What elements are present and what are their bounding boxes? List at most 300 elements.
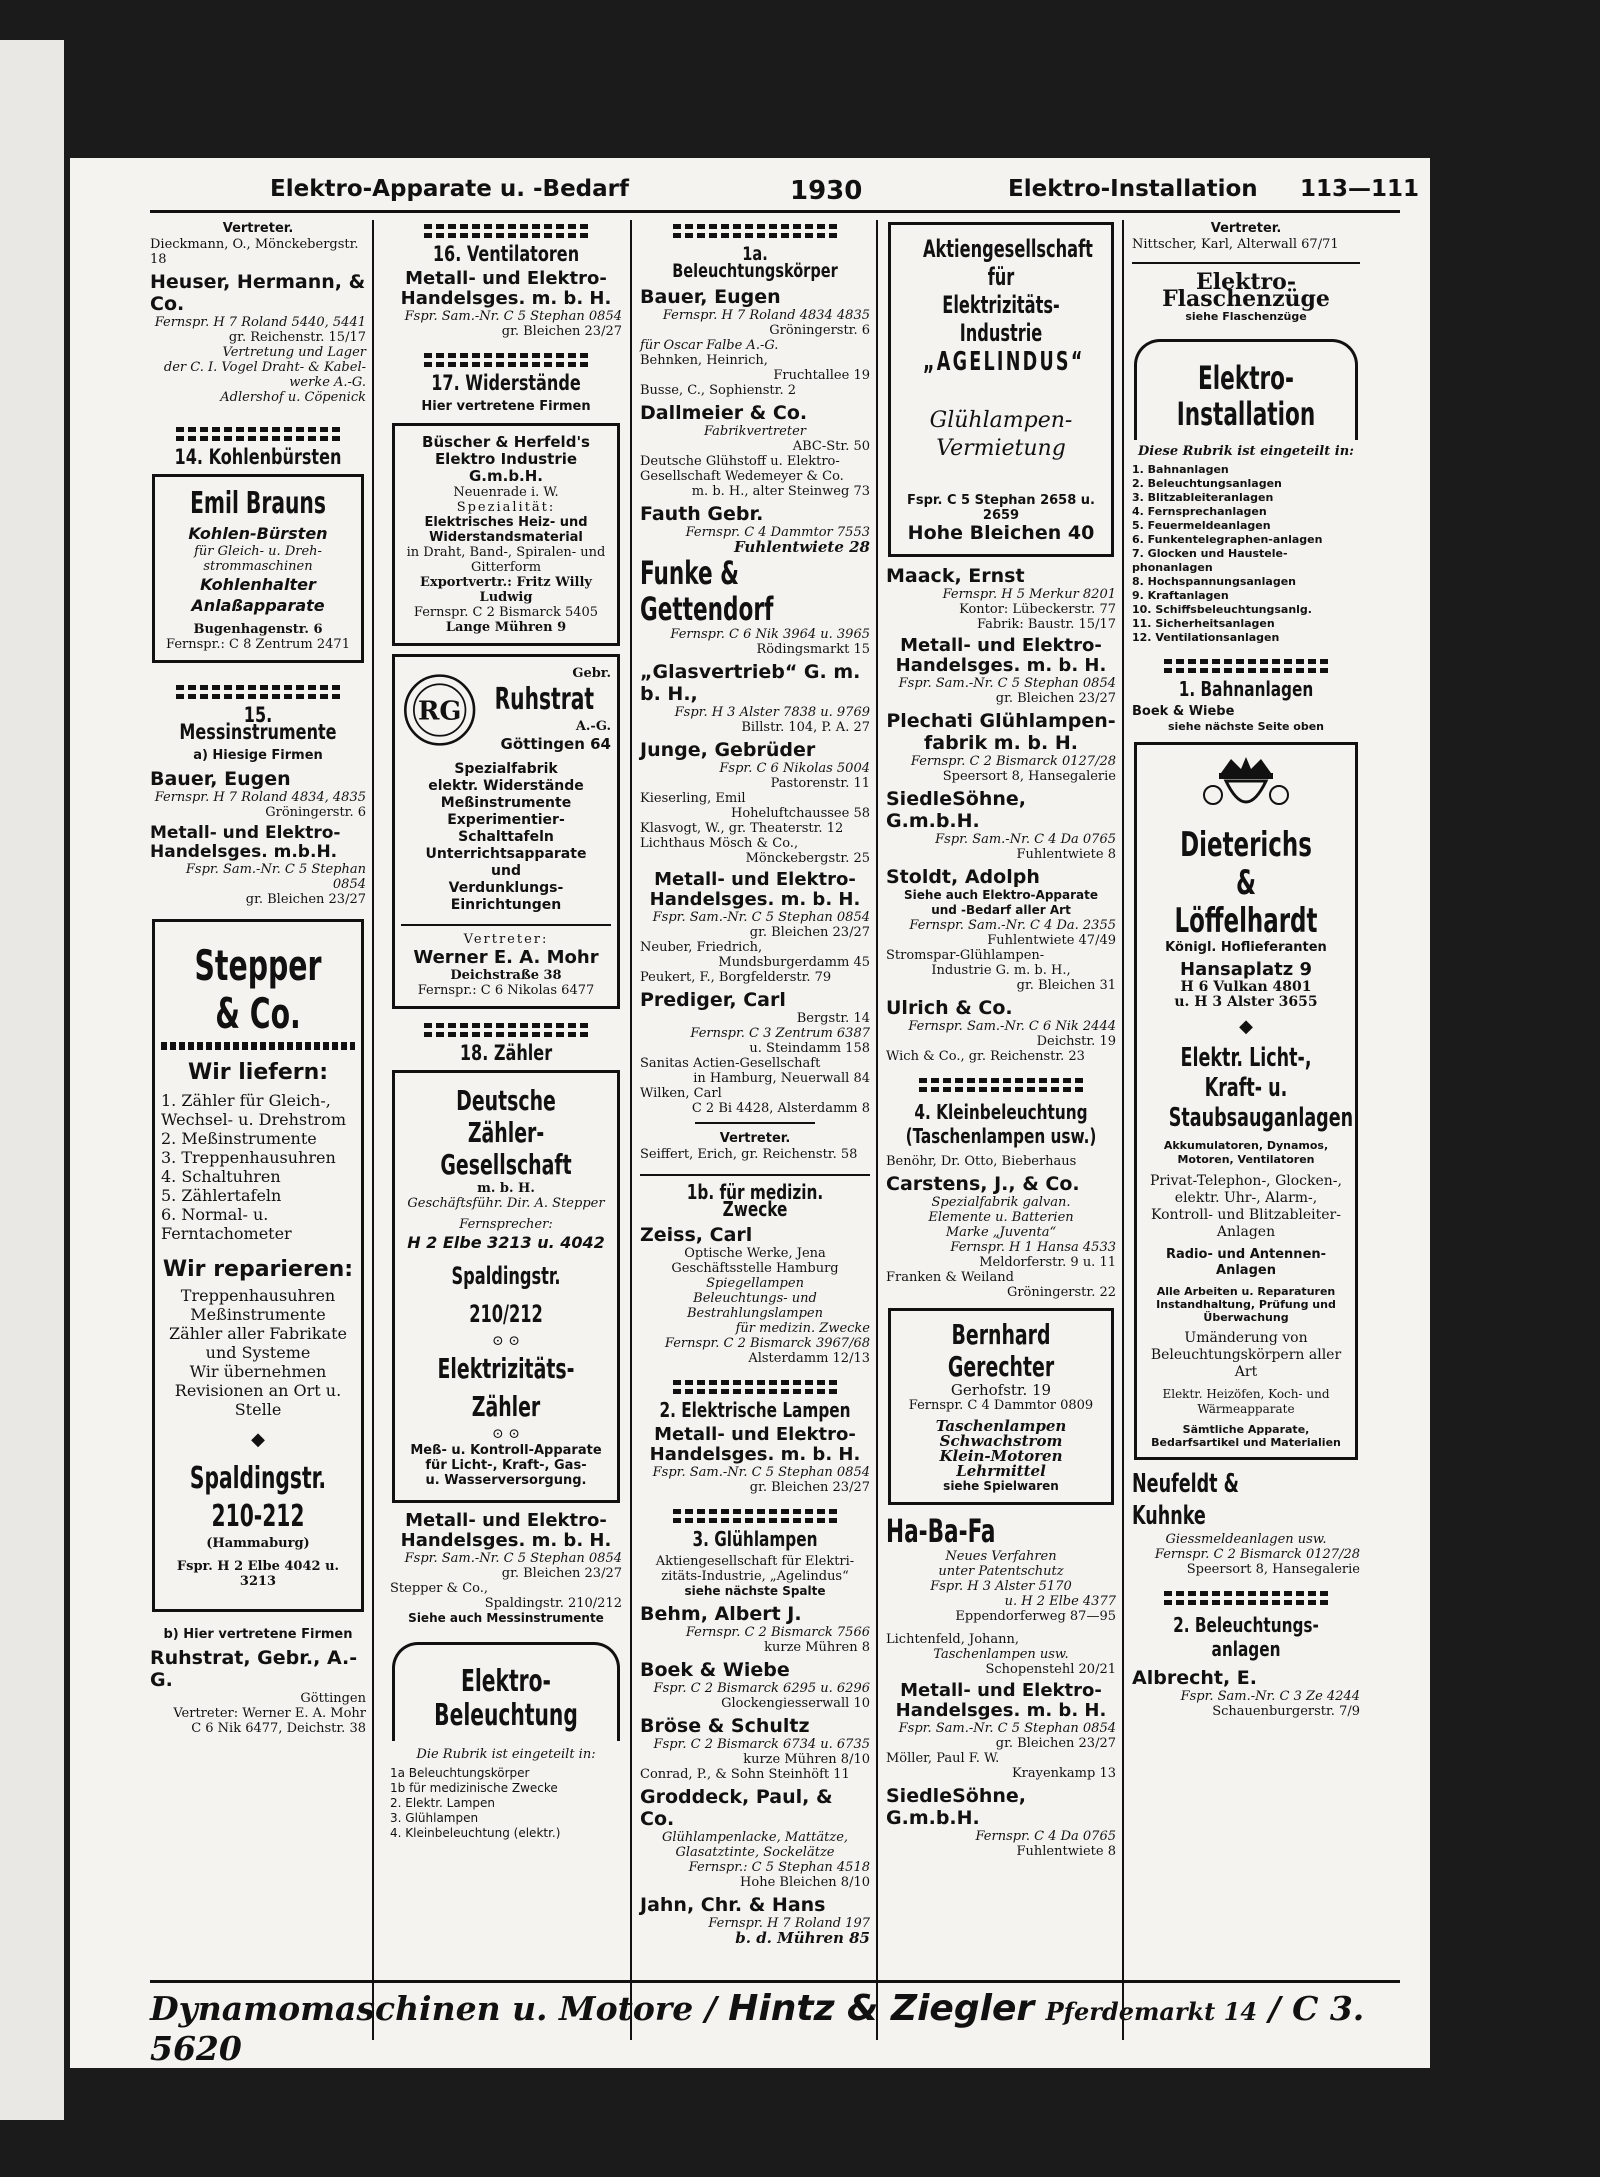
listing-line: Spiegellampen bbox=[706, 1276, 804, 1291]
listing-line: kurze Mühren 8 bbox=[764, 1640, 870, 1655]
listing-line: Aktiengesellschaft für Elektri- bbox=[655, 1554, 855, 1569]
listing-line: Fspr. C 6 Nikolas 5004 bbox=[719, 761, 870, 776]
listing-line: Fspr. H 3 Alster 5170 bbox=[930, 1579, 1072, 1594]
column-5 bbox=[1132, 220, 1360, 1719]
ad-line: Wir reparieren: bbox=[162, 1257, 354, 1282]
footer-left: Dynamomaschinen u. Motore bbox=[150, 1989, 694, 2028]
listing-line: Hohe Bleichen 8/10 bbox=[740, 1875, 870, 1890]
ornament-divider bbox=[176, 427, 341, 441]
ad-title: Dieterichs & bbox=[1180, 825, 1312, 903]
ad-line: A.-G. bbox=[575, 718, 611, 734]
listing-line: Speersort 8, Hansegalerie bbox=[942, 769, 1116, 784]
header-left: Elektro-Apparate u. -Bedarf bbox=[270, 176, 630, 202]
ad-box-dieterichs bbox=[1134, 742, 1358, 1460]
listing-line: werke A.-G. bbox=[289, 375, 366, 390]
header-right: Elektro-Installation bbox=[1008, 176, 1258, 202]
listing-line: unter Patentschutz bbox=[938, 1564, 1064, 1579]
ad-line: H 2 Elbe 3213 u. 4042 bbox=[407, 1233, 605, 1252]
listing-line: Fspr. Sam.-Nr. C 5 Stephan 0854 bbox=[404, 309, 622, 324]
listing-line: Möller, Paul F. W. bbox=[886, 1751, 1000, 1766]
ad-list bbox=[161, 1091, 355, 1243]
listing-line: Bergstr. 14 bbox=[796, 1011, 870, 1026]
ad-title: Zähler-Gesellschaft bbox=[440, 1116, 572, 1181]
ornament-divider bbox=[424, 224, 589, 238]
list-item: 2. Beleuchtungsanlagen bbox=[1132, 477, 1282, 490]
listing-line: in Hamburg, Neuerwall 84 bbox=[693, 1071, 870, 1086]
section-heading: 1a. Beleuchtungskörper bbox=[672, 243, 838, 282]
listing-line: Fernspr. H 7 Roland 197 bbox=[708, 1916, 870, 1931]
ad-line: Radio- und Antennen-Anlagen bbox=[1165, 1247, 1327, 1278]
ad-line: Fernspr. C 2 Bismarck 5405 bbox=[413, 605, 599, 620]
listing-line: gr. Bleichen 23/27 bbox=[501, 1566, 622, 1581]
listing-line: siehe Flaschenzüge bbox=[1185, 310, 1307, 323]
list-item: 4. Kleinbeleuchtung (elektr.) bbox=[390, 1826, 561, 1840]
listing-line: Wilken, Carl bbox=[640, 1086, 722, 1101]
listing-name: Groddeck, Paul, & Co. bbox=[640, 1786, 833, 1830]
listing-line: gr. Bleichen 23/27 bbox=[995, 691, 1116, 706]
listing-line: Göttingen bbox=[300, 1691, 366, 1706]
section-heading: Elektro-Flaschenzüge bbox=[1162, 269, 1330, 312]
listing-name: Metall- und Elektro-Handelsges. m. b. H. bbox=[400, 268, 612, 309]
column-rule bbox=[1122, 220, 1124, 2040]
listing-line: Fspr. H 3 Alster 7838 u. 9769 bbox=[674, 705, 870, 720]
listing-line: Fabrik: Baustr. 15/17 bbox=[976, 617, 1116, 632]
listing-line: Klasvogt, W., gr. Theaterstr. 12 bbox=[640, 821, 844, 836]
listing-line: Fernspr. H 7 Roland 4834 4835 bbox=[662, 308, 870, 323]
listing-line: Fspr. Sam.-Nr. C 5 Stephan 0854 bbox=[652, 910, 870, 925]
listing-line: Dieckmann, O., Mönckebergstr. 18 bbox=[150, 237, 359, 267]
listing-line: Fernspr. H 7 Roland 4834, 4835 bbox=[154, 790, 366, 805]
listing-name: Stoldt, Adolph bbox=[886, 866, 1040, 888]
vertreter-label: Vertreter. bbox=[719, 1131, 791, 1146]
subsection-heading: Diese Rubrik ist eingeteilt in: bbox=[1138, 444, 1354, 459]
listing-name: Dallmeier & Co. bbox=[640, 402, 808, 424]
listing-line: siehe nächste Seite oben bbox=[1167, 720, 1325, 733]
listing-name: Metall- und Elektro-Handelsges. m. b. H. bbox=[895, 1680, 1107, 1721]
listing-name: Ruhstrat, Gebr., A.-G. bbox=[150, 1647, 358, 1691]
list-item: 2. Elektr. Lampen bbox=[390, 1796, 496, 1810]
section-heading: 16. Ventilatoren bbox=[432, 242, 580, 266]
listing-name: Neufeldt & Kuhnke bbox=[1132, 1469, 1239, 1531]
ad-title: Elektro-Beleuchtung bbox=[434, 1664, 578, 1733]
ad-line: Fernspr.: C 6 Nikolas 6477 bbox=[417, 983, 595, 998]
diamond-icon: ◆ bbox=[1239, 1016, 1253, 1037]
ad-line: Elektrizitäts-Zähler bbox=[437, 1352, 575, 1423]
listing-line: Spezialfabrik galvan. bbox=[931, 1195, 1071, 1210]
ad-line: Staubsauganlagen bbox=[1168, 1103, 1354, 1133]
footer-address: Pferdemarkt 14 bbox=[1045, 1997, 1258, 2026]
listing-line: Meldorferstr. 9 u. 11 bbox=[979, 1255, 1116, 1270]
ad-box-deutsche-zaehler bbox=[392, 1070, 620, 1503]
ornament-divider bbox=[1164, 1591, 1329, 1605]
listing-line: Geschäftsstelle Hamburg bbox=[671, 1261, 839, 1276]
ad-line: Taschenlampen bbox=[935, 1417, 1067, 1435]
ad-line: Fspr. H 2 Elbe 4042 u. 3213 bbox=[176, 1559, 340, 1589]
list-item: 6. Normal- u. Ferntachometer bbox=[161, 1205, 292, 1243]
listing-line: Fernspr. H 1 Hansa 4533 bbox=[950, 1240, 1116, 1255]
listing-line: Spaldingstr. 210/212 bbox=[484, 1596, 622, 1611]
ad-line: Elektr. Heizöfen, Koch- und Wärmeapparate bbox=[1162, 1387, 1330, 1416]
listing-line: Gesellschaft Wedemeyer & Co. bbox=[640, 469, 844, 484]
listing-line: Kieserling, Emil bbox=[640, 791, 746, 806]
listing-line: Nittscher, Karl, Alterwall 67/71 bbox=[1132, 237, 1339, 252]
listing-line: gr. Bleichen 31 bbox=[1016, 978, 1116, 993]
listing-line: Eppendorferweg 87—95 bbox=[955, 1609, 1116, 1624]
listing-line: Fspr. C 2 Bismarck 6734 u. 6735 bbox=[653, 1737, 870, 1752]
ad-line: Spezialfabrik bbox=[454, 761, 558, 777]
ad-line: Klein-Motoren bbox=[939, 1447, 1063, 1465]
listing-line: Benöhr, Dr. Otto, Bieberhaus bbox=[886, 1154, 1077, 1169]
listing-name: Metall- und Elektro-Handelsges. m.b.H. bbox=[150, 823, 341, 862]
ad-line: Elektrisches Heiz- und Widerstandsmaterial bbox=[424, 515, 588, 545]
list-item: 3. Treppenhausuhren bbox=[161, 1148, 336, 1167]
listing-name: Heuser, Hermann, & Co. bbox=[150, 271, 366, 315]
listing-line: Alsterdamm 12/13 bbox=[748, 1351, 870, 1366]
listing-name: „Glasvertrieb“ G. m. b. H., bbox=[640, 661, 861, 705]
listing-line: Fernspr. C 2 Bismarck 0127/28 bbox=[910, 754, 1116, 769]
listing-line: gr. Bleichen 23/27 bbox=[245, 892, 366, 907]
listing-line: Peukert, F., Borgfelderstr. 79 bbox=[640, 970, 832, 985]
listing-line: Fernspr. C 3 Zentrum 6387 bbox=[690, 1026, 870, 1041]
listing-line: Schopenstehl 20/21 bbox=[985, 1662, 1116, 1677]
facing-page-edge bbox=[0, 40, 64, 2120]
list-item: 8. Hochspannungsanlagen bbox=[1132, 575, 1296, 588]
listing-line: und -Bedarf aller Art bbox=[931, 903, 1071, 917]
section-heading: 2. Beleuchtungs-anlagen bbox=[1173, 1613, 1319, 1661]
ad-line: Fernsprecher: bbox=[459, 1217, 553, 1232]
listing-line: Elemente u. Batterien bbox=[928, 1210, 1074, 1225]
listing-line: Industrie G. m. b. H., bbox=[931, 963, 1071, 978]
listing-line: Fernspr.: C 5 Stephan 4518 bbox=[688, 1860, 870, 1875]
ad-line: elektr. Widerstände bbox=[428, 778, 584, 794]
listing-line: Busse, C., Sophienstr. 2 bbox=[640, 383, 796, 398]
listing-line: Pastorenstr. 11 bbox=[770, 776, 870, 791]
list-item: 3. Glühlampen bbox=[390, 1811, 479, 1825]
ad-line: Umänderung von Beleuchtungskörpern aller Art bbox=[1150, 1330, 1342, 1380]
listing-name: Metall- und Elektro-Handelsges. m. b. H. bbox=[649, 869, 861, 910]
listing-line: Speersort 8, Hansegalerie bbox=[1186, 1562, 1360, 1577]
ad-line: Zähler aller Fabrikate bbox=[169, 1324, 347, 1343]
listing-line: Fuhlentwiete 8 bbox=[1016, 1844, 1116, 1859]
listing-line: gr. Bleichen 23/27 bbox=[501, 324, 622, 339]
ad-line: Gebr. bbox=[572, 665, 611, 681]
divider bbox=[695, 1122, 815, 1124]
ad-box-ruhstrat bbox=[392, 654, 620, 1009]
ad-line: strommaschinen bbox=[203, 559, 313, 574]
listing-line: gr. Reichenstr. 15/17 bbox=[228, 330, 366, 345]
ad-line: Spezialität: bbox=[456, 500, 556, 515]
listing-line: Glühlampenlacke, Mattätze, bbox=[661, 1830, 849, 1845]
ad-box-buescher bbox=[392, 423, 620, 646]
ad-ornament bbox=[161, 1042, 355, 1050]
listing-name: Prediger, Carl bbox=[640, 989, 786, 1011]
ad-line: und bbox=[491, 863, 521, 879]
listing-line: Gröningerstr. 6 bbox=[265, 805, 366, 820]
column-3 bbox=[640, 220, 870, 1946]
listing-name: SiedleSöhne, G.m.b.H. bbox=[886, 1785, 1026, 1829]
listing-line: Bestrahlungslampen bbox=[687, 1306, 823, 1321]
ad-box-agelindus bbox=[888, 222, 1114, 557]
listing-line: der C. I. Vogel Draht- & Kabel- bbox=[163, 360, 366, 375]
ad-line: Wir übernehmen bbox=[189, 1362, 327, 1381]
listing-line: Schauenburgerstr. 7/9 bbox=[1212, 1704, 1360, 1719]
rubric-list bbox=[390, 1766, 622, 1841]
circle-icon: ⊙ ⊙ bbox=[492, 1333, 520, 1349]
ad-line: für Licht-, Kraft-, Gas- bbox=[425, 1458, 587, 1473]
listing-line: Fspr. Sam.-Nr. C 5 Stephan 0854 bbox=[652, 1465, 870, 1480]
listing-line: m. b. H., alter Steinweg 73 bbox=[691, 484, 870, 499]
listing-name: Behm, Albert J. bbox=[640, 1603, 802, 1625]
listing-line: b. d. Mühren 85 bbox=[735, 1929, 870, 1947]
ad-title: Bernhard Gerechter bbox=[947, 1318, 1055, 1383]
ad-line: Hohe Bleichen 40 bbox=[907, 522, 1095, 544]
listing-line: Fernspr. C 4 Dammtor 7553 bbox=[685, 525, 870, 540]
list-item: 12. Ventilationsanlagen bbox=[1132, 631, 1280, 644]
listing-line: Mundsburgerdamm 45 bbox=[718, 955, 870, 970]
listing-line: Mönckebergstr. 25 bbox=[745, 851, 870, 866]
ad-line: Revisionen an Ort u. bbox=[174, 1381, 342, 1400]
list-item: 11. Sicherheitsanlagen bbox=[1132, 617, 1275, 630]
section-heading: 15. Messinstrumente bbox=[179, 703, 337, 744]
ad-line: Wir liefern: bbox=[187, 1060, 329, 1085]
listing-line: Gröningerstr. 6 bbox=[769, 323, 870, 338]
rubric-list bbox=[1132, 463, 1360, 645]
listing-name: Albrecht, E. bbox=[1132, 1667, 1257, 1689]
listing-name: Metall- und Elektro-Handelsges. m. b. H. bbox=[649, 1424, 861, 1465]
ad-line: Akkumulatoren, Dynamos, Motoren, Ventilatoren bbox=[1163, 1139, 1329, 1166]
ad-line: H 6 Vulkan 4801 bbox=[1180, 979, 1312, 995]
ad-line: (Hammaburg) bbox=[206, 1536, 310, 1551]
listing-line: Fernspr. C 6 Nik 3964 u. 3965 bbox=[670, 627, 870, 642]
listing-line: Lichtenfeld, Johann, bbox=[886, 1632, 1020, 1647]
listing-line: Seiffert, Erich, gr. Reichenstr. 58 bbox=[640, 1147, 858, 1162]
ad-line: Werner E. A. Mohr bbox=[413, 947, 599, 968]
vertreter-label: Vertreter. bbox=[222, 221, 294, 236]
list-item: 5. Feuermeldeanlagen bbox=[1132, 519, 1271, 532]
ad-line: Königl. Hoflieferanten bbox=[1165, 940, 1327, 955]
listing-line: Marke „Juventa“ bbox=[945, 1225, 1057, 1240]
directory-page bbox=[70, 158, 1430, 2068]
circle-icon: ⊙ ⊙ bbox=[492, 1426, 520, 1442]
ad-line: Meßinstrumente bbox=[190, 1305, 326, 1324]
ad-title: Stepper & Co. bbox=[194, 941, 322, 1038]
ad-box-brauns bbox=[152, 474, 364, 663]
listing-line: Fernspr. Sam.-Nr. C 4 Da. 2355 bbox=[909, 918, 1116, 933]
listing-line: Adlershof u. Cöpenick bbox=[220, 390, 366, 405]
list-item: 10. Schiffsbeleuchtungsanlg. bbox=[1132, 603, 1312, 616]
ad-title: Elektro-Installation bbox=[1176, 359, 1316, 433]
ad-line: Vermietung bbox=[936, 436, 1066, 461]
listing-line: Deichstr. 19 bbox=[1036, 1034, 1116, 1049]
listing-name: Junge, Gebrüder bbox=[640, 739, 816, 761]
footer-advert: Dynamomaschinen u. Motore / Hintz & Ziegler Pferdemarkt 14 / C 3. 5620 bbox=[150, 1988, 1365, 2068]
ad-line: Göttingen 64 bbox=[500, 734, 611, 753]
ad-line: Sämtliche Apparate, Bedarfsartikel und Materialien bbox=[1151, 1423, 1341, 1449]
subsection-heading: Die Rubrik ist eingeteilt in: bbox=[416, 1747, 596, 1762]
listing-line: Fspr. Sam.-Nr. C 5 Stephan 0854 bbox=[185, 862, 366, 892]
ad-line: Alle Arbeiten u. Reparaturen Instandhaltung, Prüfung und Überwachung bbox=[1156, 1285, 1336, 1324]
list-item: 5. Zählertafeln bbox=[161, 1186, 282, 1205]
listing-line: Krayenkamp 13 bbox=[1011, 1766, 1116, 1781]
vertreter-label: Vertreter. bbox=[1210, 221, 1282, 236]
crown-crest-icon bbox=[1201, 753, 1291, 821]
listing-line: Stromspar-Glühlampen- bbox=[886, 948, 1045, 963]
ad-line: Kohlen-Bürsten bbox=[188, 524, 328, 543]
listing-line: Deutsche Glühstoff u. Elektro- bbox=[640, 454, 840, 469]
listing-line: Vertreter: Werner E. A. Mohr bbox=[173, 1706, 366, 1721]
listing-name: Funke & Gettendorf bbox=[640, 554, 774, 628]
ornament-divider bbox=[673, 1380, 838, 1394]
ad-title: Emil Brauns bbox=[190, 486, 326, 521]
listing-line: Fuhlentwiete 8 bbox=[1016, 847, 1116, 862]
subsection-heading: Hier vertretene Firmen bbox=[421, 399, 591, 414]
ad-line: Neuenrade i. W. bbox=[453, 485, 559, 500]
listing-line: Fernspr. Sam.-Nr. C 6 Nik 2444 bbox=[908, 1019, 1116, 1034]
ad-line: in Draht, Band-, Spiralen- und Gitterform bbox=[406, 545, 606, 575]
ornament-divider bbox=[673, 1509, 838, 1523]
subsection-heading: a) Hiesige Firmen bbox=[193, 748, 323, 763]
listing-line: Wich & Co., gr. Reichenstr. 23 bbox=[886, 1049, 1085, 1064]
ad-title: Büscher & Herfeld's bbox=[422, 433, 590, 451]
ad-box-elektro-installation bbox=[1134, 339, 1358, 440]
ornament-divider bbox=[176, 685, 341, 699]
listing-line: Giessmeldeanlagen usw. bbox=[1165, 1532, 1327, 1547]
ornament-divider bbox=[1164, 659, 1329, 673]
ornament-divider bbox=[673, 224, 838, 238]
listing-line: Fspr. Sam.-Nr. C 5 Stephan 0854 bbox=[404, 1551, 622, 1566]
ad-line: Meß- u. Kontroll-Apparate bbox=[410, 1443, 602, 1458]
listing-line: Fuhlentwiete 28 bbox=[734, 538, 870, 556]
ruhstrat-logo-icon bbox=[401, 665, 478, 755]
list-item: 1. Zähler für Gleich-, Wechsel- u. Drehstrom bbox=[161, 1091, 346, 1129]
ad-line: Verdunklungs-Einrichtungen bbox=[448, 880, 564, 913]
listing-line: Fernspr. C 2 Bismarck 0127/28 bbox=[1154, 1547, 1360, 1562]
column-4 bbox=[886, 220, 1116, 1859]
ad-line: Lange Mühren 9 bbox=[445, 620, 567, 635]
listing-name: Jahn, Chr. & Hans bbox=[640, 1894, 826, 1916]
listing-line: Lichthaus Mösch & Co., bbox=[640, 836, 799, 851]
ad-line: Treppenhausuhren bbox=[180, 1286, 336, 1305]
header-rule bbox=[150, 210, 1400, 213]
ad-line: u. H 3 Alster 3655 bbox=[1174, 994, 1318, 1010]
listing-line: Sanitas Actien-Gesellschaft bbox=[640, 1056, 821, 1071]
listing-line: gr. Bleichen 23/27 bbox=[749, 1480, 870, 1495]
listing-name: Carstens, J., & Co. bbox=[886, 1173, 1080, 1195]
listing-line: Vertretung und Lager bbox=[222, 345, 366, 360]
list-item: 9. Kraftanlagen bbox=[1132, 589, 1229, 602]
listing-line: für medizin. Zwecke bbox=[735, 1321, 870, 1336]
listing-name: Boek & Wiebe bbox=[640, 1659, 790, 1681]
column-rule bbox=[630, 220, 632, 2040]
ad-line: Exportvertr.: Fritz Willy Ludwig bbox=[420, 575, 592, 605]
listing-line: Glasatztinte, Sockelätze bbox=[675, 1845, 835, 1860]
ad-line: Experimentier-Schalttafeln bbox=[447, 812, 565, 845]
listing-line: Taschenlampen usw. bbox=[933, 1647, 1069, 1662]
footer-firm: Hintz & Ziegler bbox=[728, 1988, 1035, 2029]
ad-title: Löffelhardt bbox=[1174, 901, 1318, 941]
listing-line: Fernspr. H 7 Roland 5440, 5441 bbox=[154, 315, 366, 330]
svg-text:RG: RG bbox=[417, 696, 462, 727]
listing-line: ABC-Str. 50 bbox=[792, 439, 870, 454]
column-rule bbox=[372, 220, 374, 2040]
ad-line: Meßinstrumente bbox=[440, 795, 572, 811]
ad-line: Kohlenhalter bbox=[200, 575, 316, 594]
listing-line: Kontor: Lübeckerstr. 77 bbox=[959, 602, 1116, 617]
column-1 bbox=[150, 220, 366, 1736]
ad-title: Elektrizitäts-Industrie bbox=[942, 291, 1060, 347]
list-item: 1b für medizinische Zwecke bbox=[390, 1781, 558, 1795]
section-heading: 3. Glühlampen bbox=[692, 1527, 818, 1551]
section-heading: 1. Bahnanlagen bbox=[1178, 677, 1314, 701]
ad-line: Lehrmittel bbox=[956, 1462, 1046, 1480]
listing-line: gr. Bleichen 23/27 bbox=[749, 925, 870, 940]
ad-box-elektro-beleuchtung bbox=[392, 1642, 620, 1741]
list-item: 3. Blitzableiteranlagen bbox=[1132, 491, 1274, 504]
listing-line: Franken & Weiland bbox=[886, 1270, 1014, 1285]
list-item: 7. Glocken und Haustele-phonanlagen bbox=[1132, 547, 1288, 574]
listing-line: für Oscar Falbe A.-G. bbox=[640, 338, 779, 353]
listing-line: Neues Verfahren bbox=[945, 1549, 1057, 1564]
listing-line: siehe nächste Spalte bbox=[684, 1584, 826, 1598]
ad-line: Fernspr.: C 8 Zentrum 2471 bbox=[166, 637, 350, 652]
listing-line: Fspr. Sam.-Nr. C 5 Stephan 0854 bbox=[898, 676, 1116, 691]
listing-line: Conrad, P., & Sohn Steinhöft 11 bbox=[640, 1767, 850, 1782]
ad-line: Anlaßapparate bbox=[191, 596, 325, 615]
listing-line: Fuhlentwiete 47/49 bbox=[987, 933, 1116, 948]
ad-line: Unterrichtsapparate bbox=[425, 846, 587, 862]
listing-name: Fauth Gebr. bbox=[640, 503, 764, 525]
listing-line: Fabrikvertreter bbox=[704, 424, 806, 439]
ad-line: siehe Spielwaren bbox=[943, 1479, 1059, 1493]
listing-line: Fernspr. H 5 Merkur 8201 bbox=[942, 587, 1116, 602]
listing-line: Boek & Wiebe bbox=[1132, 704, 1235, 719]
list-item: 4. Fernsprechanlagen bbox=[1132, 505, 1267, 518]
listing-name: Maack, Ernst bbox=[886, 565, 1025, 587]
listing-line: Beleuchtungs- und bbox=[693, 1291, 817, 1306]
list-item: 6. Funkentelegraphen-anlagen bbox=[1132, 533, 1323, 546]
ad-line: Deichstraße 38 bbox=[450, 968, 562, 983]
ad-line: Privat-Telephon-, Glocken-, elektr. Uhr-, Alarm-, Kontroll- und Blitzableiter-Anlagen bbox=[1150, 1173, 1342, 1240]
ad-line: Spaldingstr. 210/212 bbox=[451, 1262, 561, 1328]
ad-line: Geschäftsführ. Dir. A. Stepper bbox=[407, 1196, 605, 1211]
listing-line: Gröningerstr. 22 bbox=[1006, 1285, 1116, 1300]
list-item: 2. Meßinstrumente bbox=[161, 1129, 317, 1148]
listing-line: gr. Bleichen 23/27 bbox=[995, 1736, 1116, 1751]
section-heading: 4. Kleinbeleuchtung (Taschenlampen usw.) bbox=[905, 1100, 1097, 1148]
listing-name: Plechati Glühlampen-fabrik m. b. H. bbox=[886, 710, 1116, 754]
listing-line: zitäts-Industrie, „Agelindus“ bbox=[661, 1569, 849, 1584]
header-year: 1930 bbox=[790, 176, 863, 206]
listing-name: Metall- und Elektro-Handelsges. m. b. H. bbox=[400, 1510, 612, 1551]
listing-name: Ulrich & Co. bbox=[886, 997, 1013, 1019]
ad-line: Vertreter: bbox=[463, 932, 549, 947]
footer-rule bbox=[150, 1980, 1400, 1983]
listing-line: C 2 Bi 4428, Alsterdamm 8 bbox=[691, 1101, 870, 1116]
ad-line: u. Wasserversorgung. bbox=[425, 1473, 587, 1488]
listing-name: Bröse & Schultz bbox=[640, 1715, 810, 1737]
ad-line: Elektr. Licht-, Kraft- u. bbox=[1180, 1043, 1312, 1103]
listing-line: kurze Mühren 8/10 bbox=[743, 1752, 870, 1767]
listing-line: Rödingsmarkt 15 bbox=[756, 642, 870, 657]
ad-title: Aktiengesellschaft für bbox=[923, 235, 1093, 291]
ad-line: Stelle bbox=[234, 1400, 282, 1419]
section-heading: 17. Widerstände bbox=[431, 371, 581, 395]
section-heading: 2. Elektrische Lampen bbox=[659, 1398, 851, 1422]
diamond-icon: ◆ bbox=[251, 1429, 265, 1450]
listing-name: Zeiss, Carl bbox=[640, 1224, 753, 1246]
column-rule bbox=[876, 220, 878, 2040]
ad-line: Fernspr. C 4 Dammtor 0809 bbox=[908, 1398, 1094, 1413]
